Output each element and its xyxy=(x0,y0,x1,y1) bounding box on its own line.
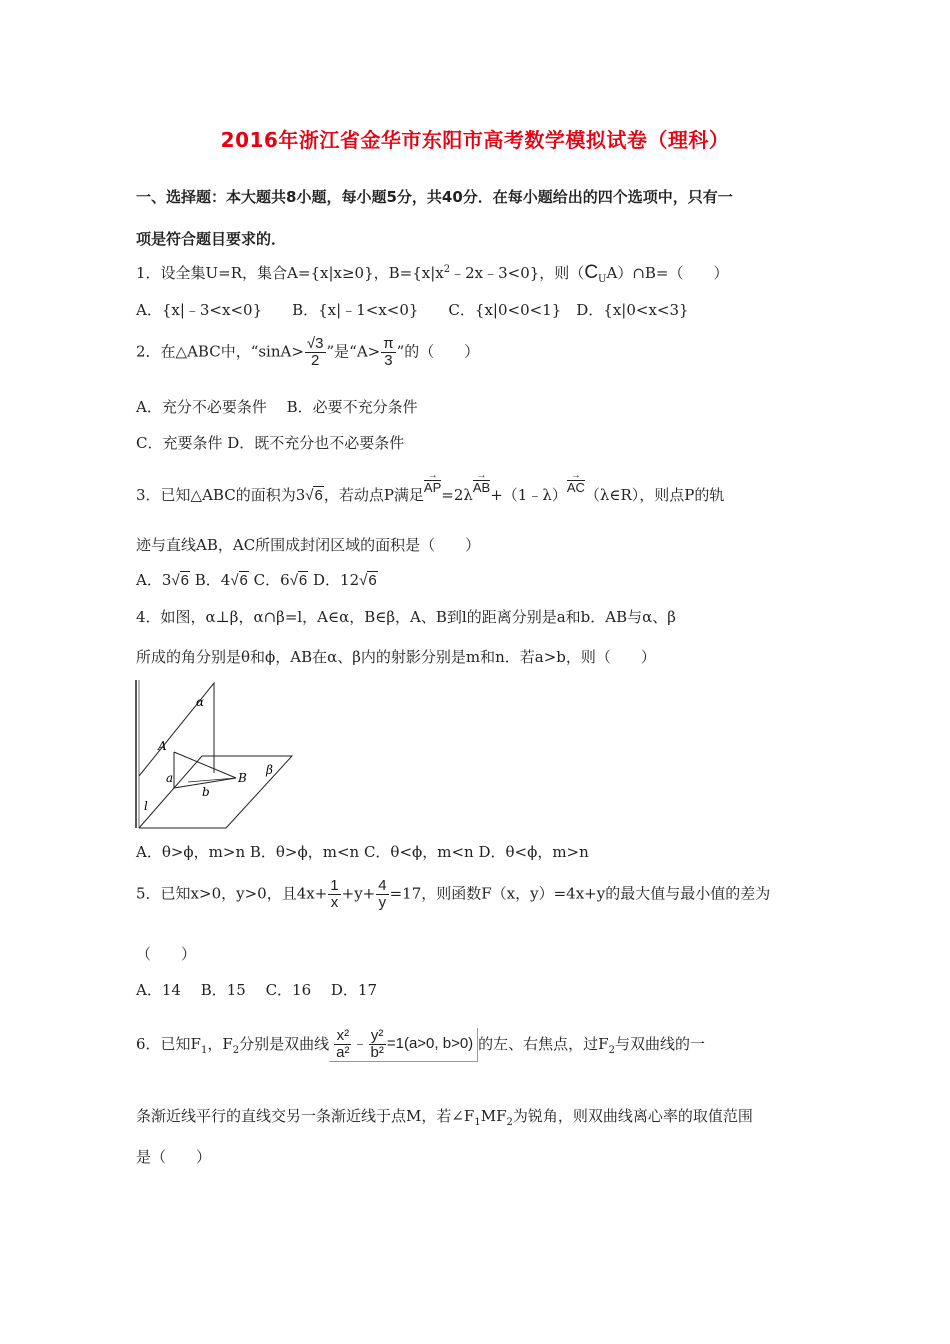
q5-stem: 5．已知x>0，y>0，且4x+ $\frac{1}{x}$ +y+ $\frac{4}{y}$ =17，则函数F（x，y）=4x+y的最大值与最小值的差为 xyxy=(136,877,771,911)
q3-stem-line2: 迹与直线AB，AC所围成封闭区域的面积是（ ） xyxy=(136,536,481,554)
label-alpha: α xyxy=(196,695,205,709)
q5-fraction-1-over-x: $\frac{1}{x}$ xyxy=(330,877,339,911)
q4-figure-planes xyxy=(134,678,296,834)
q1-options: A．{x|﹣3<x<0} B．{x|﹣1<x<0} C．{x|0<0<1} D．{x|0<x<3} xyxy=(136,301,689,319)
q3-vector-ab: → AB xyxy=(472,470,491,495)
q4-stem-line2: 所成的角分别是θ和ϕ，AB在α、β内的射影分别是m和n．若a>b，则（ ） xyxy=(136,648,656,666)
label-l: l xyxy=(144,799,148,813)
q3-stem: 3．已知△ABC的面积为3√6，若动点P满足 → AP =2λ → AB +（1﹣λ） → AC （λ∈R），则点P的轨 xyxy=(136,470,725,504)
q5-options: A．14 B．15 C．16 D．17 xyxy=(136,981,378,999)
page-title: 2016年浙江省金华市东阳市高考数学模拟试卷（理科） xyxy=(220,128,730,152)
q6-stem-line2: 条渐近线平行的直线交另一条渐近线于点M，若$\angle F_1MF_2$为锐角，则双曲线离心率的取值范围 xyxy=(136,1107,753,1128)
label-B: B xyxy=(238,771,247,785)
q2-options-row1: A．充分不必要条件 B．必要不充分条件 xyxy=(136,398,418,416)
q3-vector-ap: → AP xyxy=(423,470,442,495)
label-b: b xyxy=(202,785,210,799)
q5-blank: （ ） xyxy=(136,945,197,963)
q2-fraction-sqrt3-over-2: $\frac{√3}{2}$ xyxy=(306,335,324,369)
q3-sqrt: √6 xyxy=(305,487,323,504)
label-A: A xyxy=(158,739,167,753)
q3-options: A．3√6 B．4√6 C．6√6 D．12√6 xyxy=(136,571,377,589)
q4-options: A．θ>ϕ，m>n B．θ>ϕ，m<n C．θ<ϕ，m<n D．θ<ϕ，m>n xyxy=(136,843,589,861)
label-beta: β xyxy=(266,763,273,777)
q5-fraction-4-over-y: $\frac{4}{y}$ xyxy=(378,877,387,911)
q6-stem-line3: 是（ ） xyxy=(136,1148,212,1166)
q2-options-row2: C．充要条件 D．既不充分也不必要条件 xyxy=(136,434,405,452)
section-heading-line2: 项是符合题目要求的． xyxy=(136,230,287,248)
q6-stem: 6．已知$F_1$，$F_2$分别是双曲线 $\frac{\text{x²}}{\text{a²}}$ ﹣ $\frac{\text{y²}}{\text{b²}}$ =1(a>0, b>0) 的左、右焦点，过$F_2$与双曲线的一 xyxy=(136,1027,705,1061)
q4-stem-line1: 4．如图，α⊥β，α∩β=l，A∈α，B∈β，A、B到l的距离分别是a和b．AB与α、β xyxy=(136,608,676,626)
section-heading-line1: 一、选择题：本大题共8小题，每小题5分，共40分．在每小题给出的四个选项中，只有一 xyxy=(136,188,733,206)
q3-vector-ac: → AC xyxy=(566,470,585,495)
q1-stem: 1．设全集U=R，集合A={x|x≥0}，$B=\{x|x^2﹣2x﹣3<0\}$，则$(C_UA)\cap B=$（ ） xyxy=(136,262,729,285)
q2-fraction-pi-over-3: $\frac{\pi}{3}$ xyxy=(383,335,394,369)
q2-stem: 2．在△ABC中，“sinA> $\frac{√3}{2}$ ”是“A> $\frac{\pi}{3}$ ”的（ ） xyxy=(136,335,480,369)
q6-hyperbola-equation: $\frac{\text{x²}}{\text{a²}}$ ﹣ $\frac{\text{y²}}{\text{b²}}$ =1(a>0, b>0) xyxy=(329,1028,478,1062)
label-a: a xyxy=(166,771,174,785)
